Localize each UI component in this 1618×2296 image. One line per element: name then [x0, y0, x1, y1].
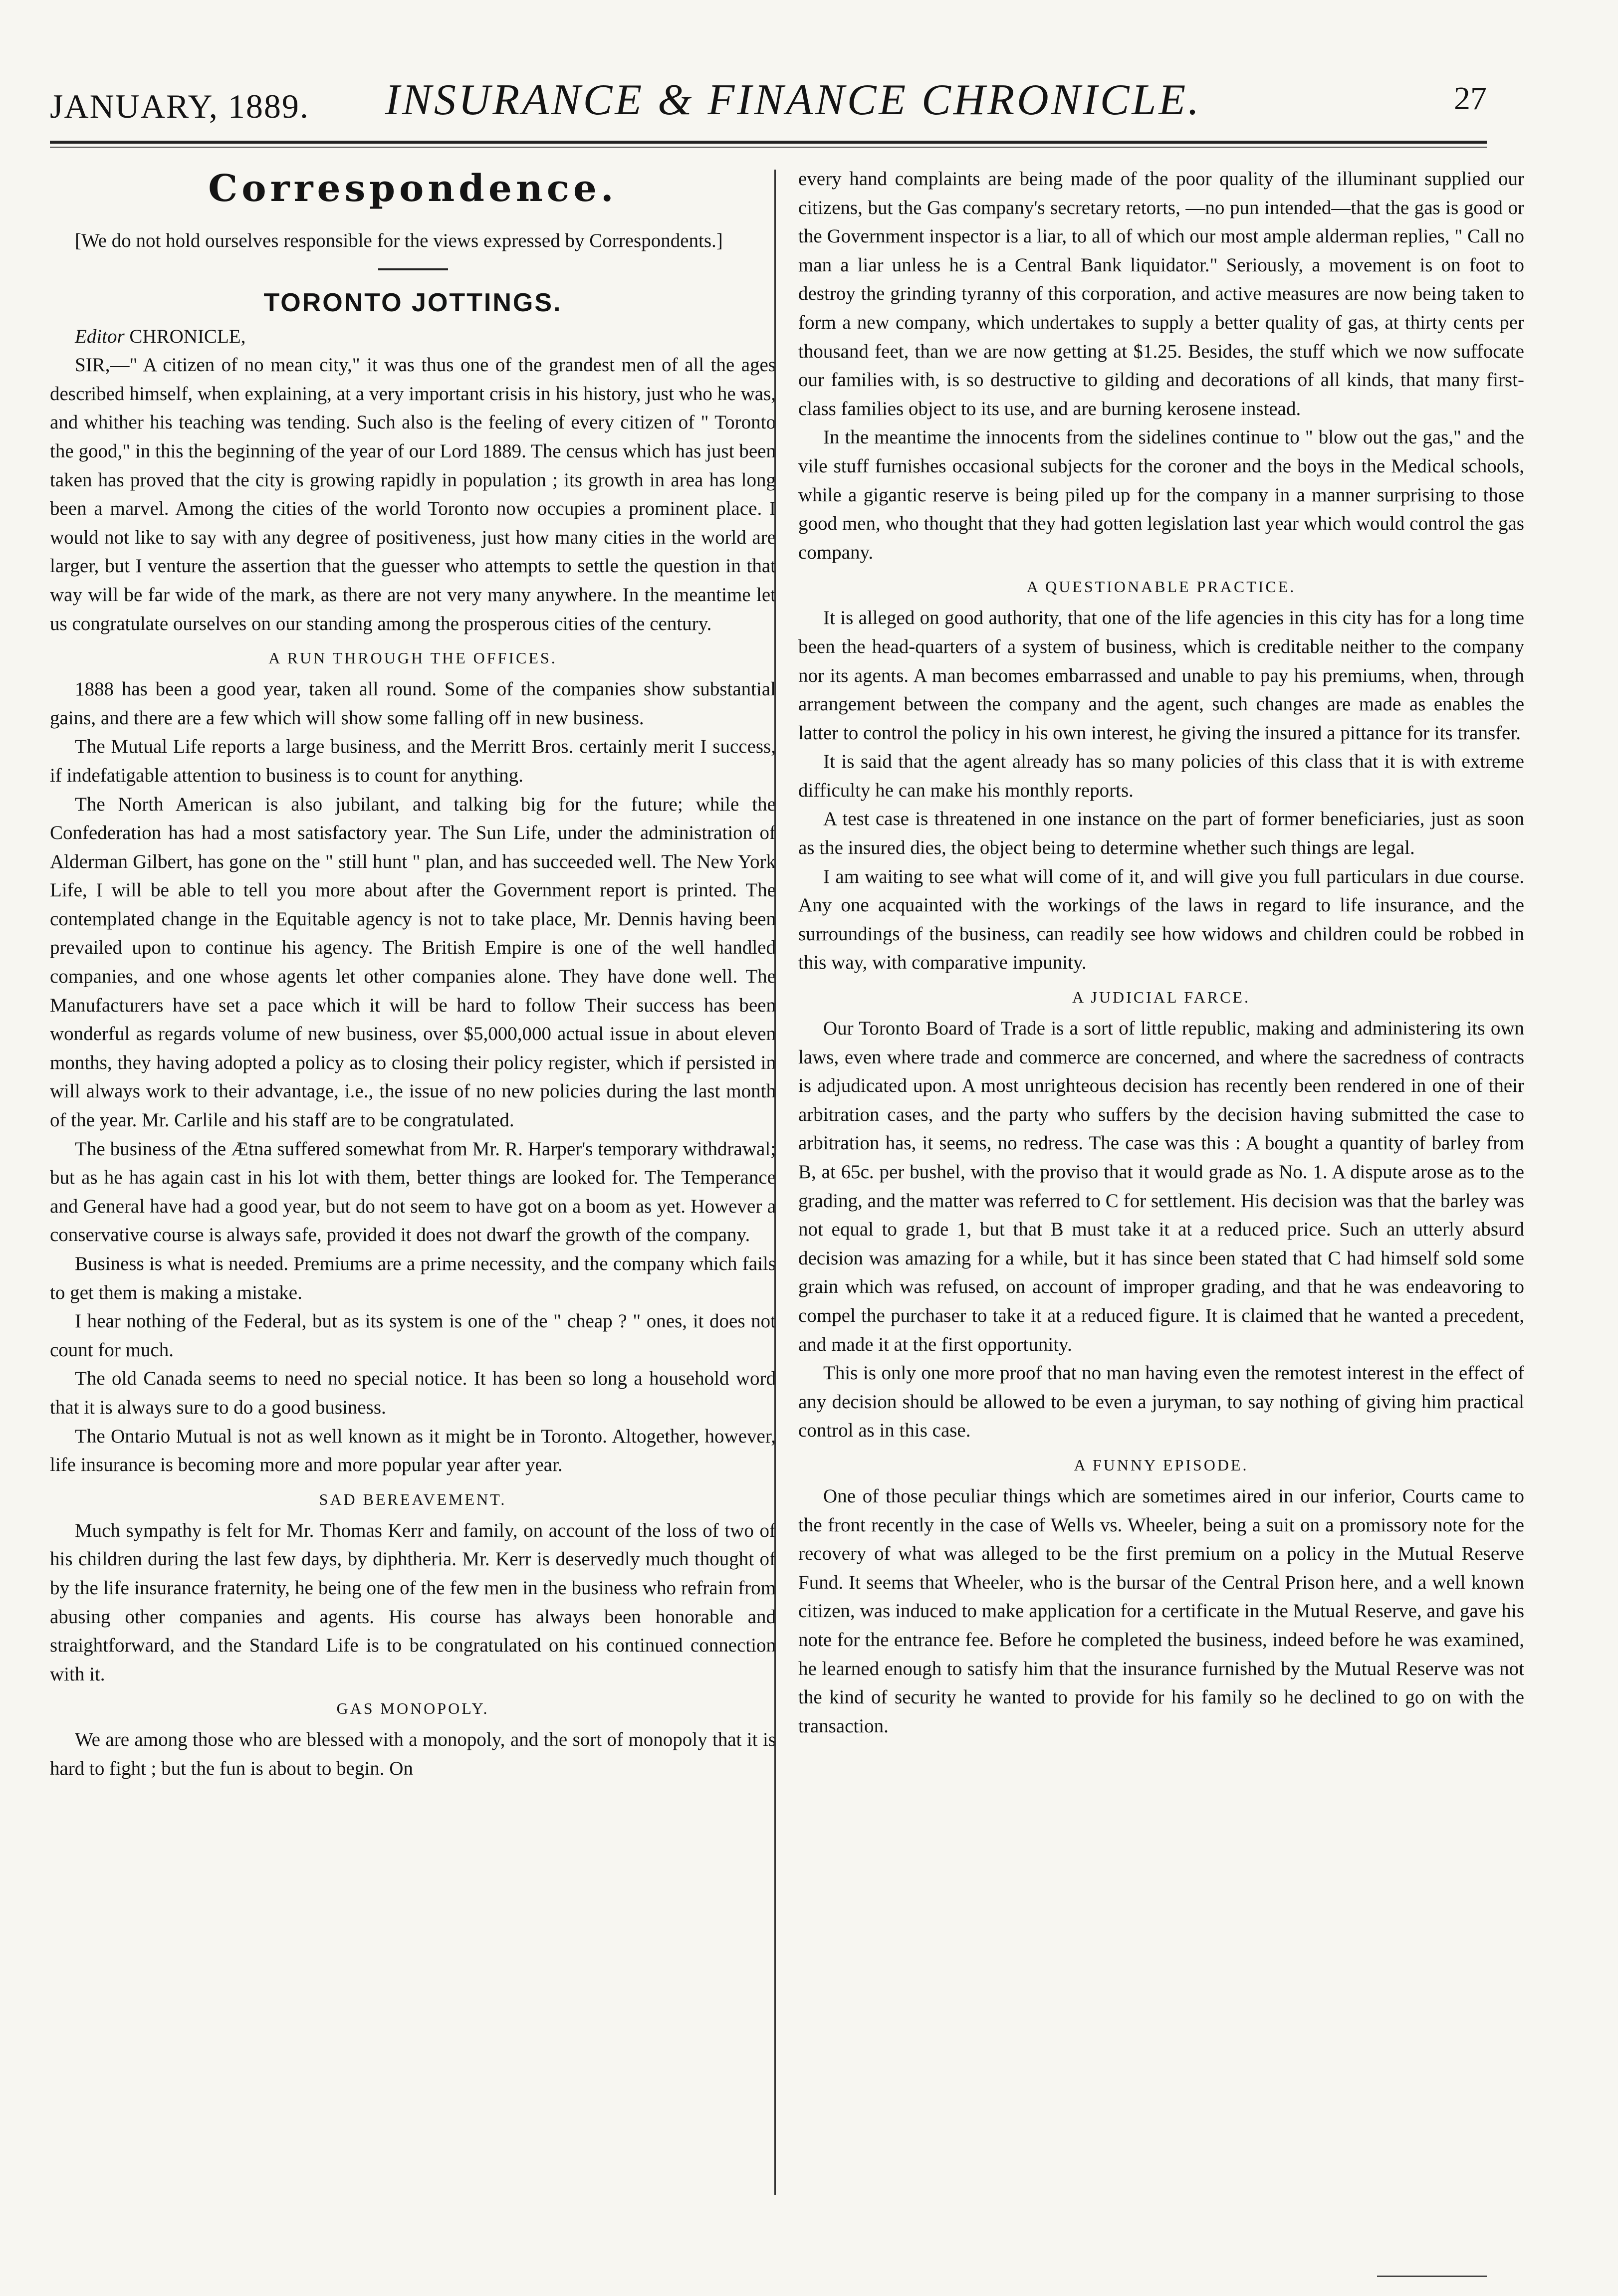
article-headline: TORONTO JOTTINGS. — [263, 288, 562, 317]
section-title: Correspondence. — [208, 167, 618, 210]
paragraph: A test case is threatened in one instance on the part of former beneficiaries, just as soon as the insured dies, the object being to determine whether such things are legal. — [798, 808, 1524, 859]
salutation-name: CHRONICLE, — [129, 325, 246, 347]
paragraph: I am waiting to see what will come of it, and will give you full particulars in due course. Any one acquainted with the workings of the laws in regard to life insurance, and the surroundings of the business, can readily see how widows and children could be robbed in this way, with comparative impunity. — [798, 865, 1524, 974]
paragraph: The business of the Ætna suffered somewhat from Mr. R. Harper's temporary withdrawal; but as he has again cast in his lot with them, better things are looked for. The Temperance and General have had a good year, but do not seem to have got on a boom as yet. However a conservative course is always safe, provided it does not dwarf the growth of the company. — [50, 1138, 776, 1246]
paragraph: Much sympathy is felt for Mr. Thomas Kerr and family, on account of the loss of two of his children during the last few days, by diphtheria. Mr. Kerr is deservedly much thought of by the life insurance fraternity, he being one of the few men in the business who refrain from abusing other companies and agents. His course has always been honorable and straightforward, and the Standard Life is to be congratulated on his continued connection with it. — [50, 1519, 776, 1685]
paragraph: This is only one more proof that no man having even the remotest interest in the effect of any decision should be allowed to be even a juryman, to say nothing of giving him practical control as in this case. — [798, 1362, 1524, 1442]
page-number: 27 — [1454, 80, 1487, 117]
subhead-run: A RUN THROUGH THE OFFICES. — [268, 649, 557, 667]
editorial-note: [We do not hold ourselves responsible for the views expressed by Correspondents.] — [75, 230, 723, 251]
paragraph: The old Canada seems to need no special notice. It has been so long a household word that it is always sure to do a good business. — [50, 1368, 776, 1418]
page-header — [50, 75, 1487, 135]
header-rule-thin — [50, 147, 1487, 148]
salutation — [50, 322, 776, 351]
paragraph: The Mutual Life reports a large business, and the Merritt Bros. certainly merit I success, if indefatigable attention to business is to count for anything. — [50, 736, 776, 786]
paragraph: The Ontario Mutual is not as well known as it might be in Toronto. Altogether, however, life insurance is becoming more and more popular year after year. — [50, 1425, 776, 1476]
paragraph: Business is what is needed. Premiums are a prime necessity, and the company which fails to get them is making a mistake. — [50, 1253, 776, 1303]
subhead-gas: GAS MONOPOLY. — [336, 1699, 489, 1718]
column-divider — [774, 170, 776, 2195]
paragraph: In the meantime the innocents from the sidelines continue to " blow out the gas," and the vile stuff furnishes occasional subjects for the coroner and the boys in the Medical schools, while a gigantic reserve is being piled up for the company in a manner surprising to those good men, who thought that they had gotten legislation last year which would control the gas company. — [798, 426, 1524, 563]
publication-title: INSURANCE & FINANCE CHRONICLE. — [385, 76, 1202, 124]
paragraph: It is said that the agent already has so many policies of this class that it is with extreme difficulty he can make his monthly reports. — [798, 751, 1524, 801]
paragraph: Our Toronto Board of Trade is a sort of little republic, making and administering its own laws, even where trade and commerce are concerned, and where the sacredness of contracts is adjudicated upon. A most unrighteous decision has recently been rendered in one of their arbitration cases, and the party who suffers by the decision having submitted the case to arbitration has, it seems, no redress. The case was this : A bought a quantity of barley from B, at 65c. per bushel, with the proviso that it would grade as No. 1. A dispute arose as to the grading, and the matter was referred to C for settlement. His decision was that the barley was not equal to grade 1, but that B must take it at a reduced price. Such an utterly absurd decision was amazing for a while, but it has since been stated that C had himself sold some grain which was refused, on account of improper grading, and that he was endeavoring to compel the purchaser to take it at a reduced figure. It is claimed that he wanted a precedent, and made it at the first opportunity. — [798, 1018, 1524, 1355]
header-rule-thick — [50, 141, 1487, 144]
subhead-funny: A FUNNY EPISODE. — [1074, 1456, 1249, 1474]
paragraph-continued: every hand complaints are being made of the poor quality of the illuminant supplied our citizens, but the Gas company's secretary retorts, —no pun intended—that the gas is good or the Government inspector is a liar, to all of which our most ample alderman replies, " Call no man a liar unless he is a Central Bank liquidator." Seriously, a movement is on foot to destroy the grinding tyranny of this corporation, and active measures are now being taken to form a new company, which undertakes to supply a better quality of gas, at thirty cents per thousand feet, than we are now getting at $1.25. Besides, the stuff which we now suffocate our families with, is so destructive to gilding and decorations of all kinds, that many first-class families object to its use, and are burning kerosene instead. — [798, 168, 1524, 419]
salutation-prefix: Editor — [75, 325, 125, 347]
subhead-farce: A JUDICIAL FARCE. — [1072, 988, 1250, 1007]
paragraph: 1888 has been a good year, taken all round. Some of the companies show substantial gains, and there are a few which will show some falling off in new business. — [50, 678, 776, 729]
footer-rule — [1377, 2276, 1487, 2277]
paragraph: I hear nothing of the Federal, but as its system is one of the " cheap ? " ones, it does not count for much. — [50, 1310, 776, 1361]
subhead-questionable: A QUESTIONABLE PRACTICE. — [1026, 578, 1296, 596]
left-column — [50, 165, 776, 2175]
issue-date: JANUARY, 1889. — [50, 87, 309, 125]
paragraph: One of those peculiar things which are sometimes aired in our inferior, Courts came to the front recently in the case of Wells vs. Wheeler, being a suit on a promissory note for the recovery of what was alleged to be the first premium on a policy in the Mutual Reserve Fund. It seems that Wheeler, who is the bursar of the Central Prison here, and a well known citizen, was induced to make application for a certificate in the Mutual Reserve, and gave his note for the entrance fee. Before he completed the business, indeed before he was examined, he learned enough to satisfy him that the insurance furnished by the Mutual Reserve was not the kind of security he wanted to provide for his family so he declined to go on with the transaction. — [798, 1485, 1524, 1737]
paragraph: The North American is also jubilant, and talking big for the future; while the Confederation has had a most satisfactory year. The Sun Life, under the administration of Alderman Gilbert, has gone on the " still hunt " plan, and has succeeded well. The New York Life, I will be able to tell you more about after the Government report is printed. The contemplated change in the Equitable agency is not to take place, Mr. Dennis having been prevailed upon to continue his agency. The British Empire is one of the well handled companies, and one whose agents let other companies alone. They have done well. The Manufacturers have set a pace which it will be hard to follow Their success has been wonderful as regards volume of new business, over $5,000,000 actual issue in about eleven months, they having adopted a policy as to closing their policy register, which if persisted in will always work to their advantage, i.e., the issue of no new policies during the last month of the year. Mr. Carlile and his staff are to be congratulated. — [50, 793, 776, 1131]
subhead-bereavement: SAD BEREAVEMENT. — [319, 1490, 507, 1508]
short-divider — [378, 268, 448, 270]
paragraph: It is alleged on good authority, that one of the life agencies in this city has for a long time been the head-quarters of a system of business, which is creditable neither to the company nor its agents. A man becomes embarrassed and unable to pay his premiums, when, through arrangement between the company and the agent, such changes are made as enables the latter to control the policy in his own interest, he giving the insured a pittance for its transfer. — [798, 607, 1524, 744]
intro-paragraph: SIR,—" A citizen of no mean city," it was thus one of the grandest men of all the ages described himself, when explaining, at a very important crisis in his history, just who he was, and whither his teaching was tending. Such also is the feeling of every citizen of " Toronto the good," in this the beginning of the year of our Lord 1889. The census which has just been taken has proved that the city is growing rapidly in population ; its growth in area has long been a marvel. Among the cities of the world Toronto now occupies a prominent place. I would not like to say with any degree of positiveness, just how many cities in the world are larger, but I venture the assertion that the guesser who attempts to settle the question in that way will be far wide of the mark, as there are not very many anywhere. In the meantime let us congratulate ourselves on our standing among the prosperous cities of the century. — [50, 354, 776, 634]
right-column — [798, 165, 1524, 2185]
paragraph: We are among those who are blessed with a monopoly, and the sort of monopoly that it is hard to fight ; but the fun is about to begin. On — [50, 1729, 776, 1779]
